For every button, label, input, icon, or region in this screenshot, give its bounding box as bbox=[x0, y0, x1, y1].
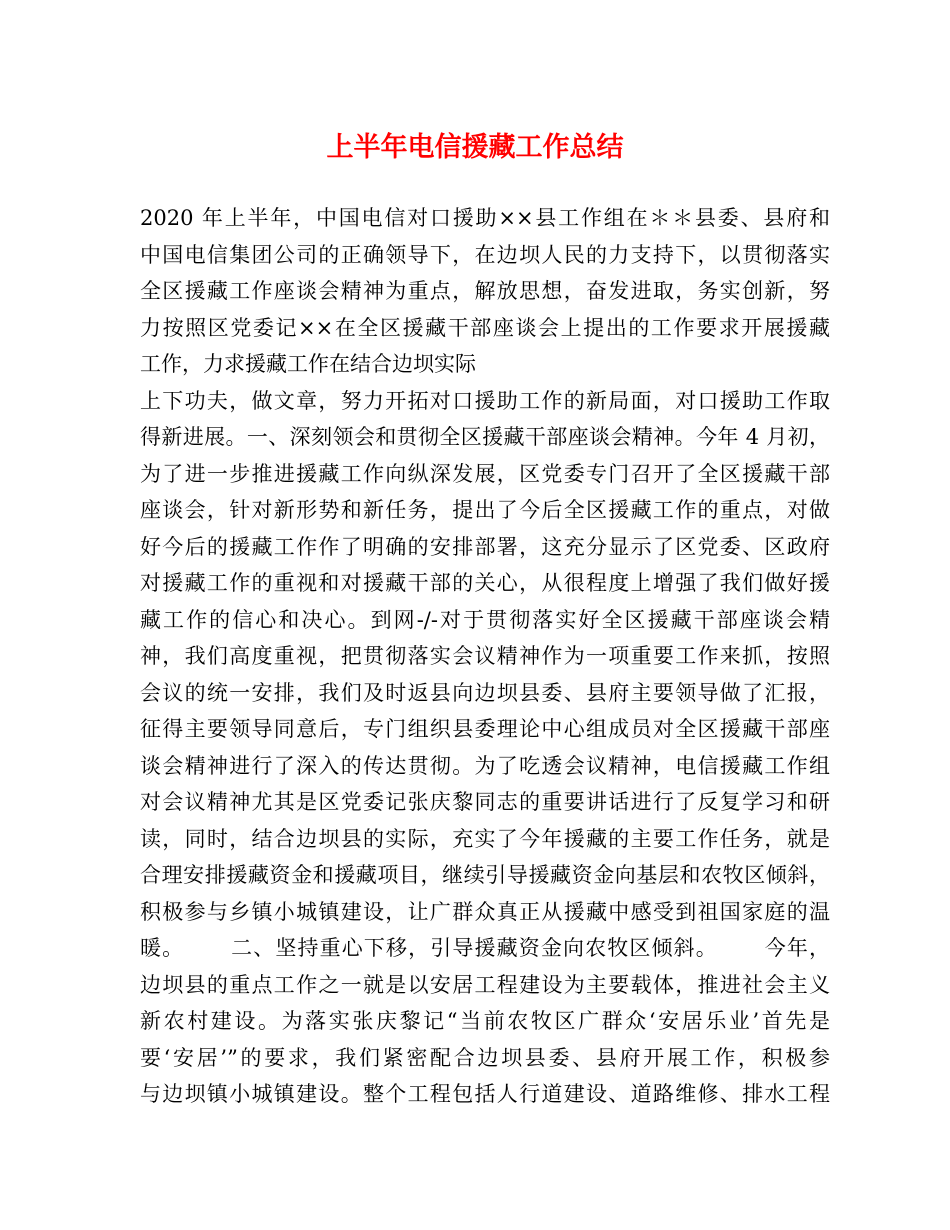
body-line: 得新进展。一、深刻领会和贯彻全区援藏干部座谈会精神。今年 4 月初， bbox=[140, 425, 830, 449]
body-line: 暖。 二、坚持重心下移，引导援藏资金向农牧区倾斜。 今年， bbox=[140, 936, 830, 960]
body-line: 2020 年上半年，中国电信对口援助××县工作组在＊＊县委、县府和 bbox=[140, 206, 830, 230]
body-line: 与边坝镇小城镇建设。整个工程包括人行道建设、道路维修、排水工程 bbox=[140, 1082, 830, 1106]
body-line: 征得主要领导同意后，专门组织县委理论中心组成员对全区援藏干部座 bbox=[140, 717, 830, 741]
body-line: 全区援藏工作座谈会精神为重点，解放思想，奋发进取，务实创新，努 bbox=[140, 279, 830, 303]
body-line: 神，我们高度重视，把贯彻落实会议精神作为一项重要工作来抓，按照 bbox=[140, 644, 830, 668]
body-line: 读，同时，结合边坝县的实际，充实了今年援藏的主要工作任务，就是 bbox=[140, 826, 830, 851]
body-line: 要‘安居’”的要求，我们紧密配合边坝县委、县府开展工作，积极参 bbox=[140, 1045, 830, 1070]
body-line: 力按照区党委记××在全区援藏干部座谈会上提出的工作要求开展援藏 bbox=[140, 315, 830, 340]
body-line: 为了进一步推进援藏工作向纵深发展，区党委专门召开了全区援藏干部 bbox=[140, 461, 830, 486]
body-line: 对援藏工作的重视和对援藏干部的关心，从很程度上增强了我们做好援 bbox=[140, 571, 830, 595]
body-line: 会议的统一安排，我们及时返县向边坝县委、县府主要领导做了汇报， bbox=[140, 680, 830, 705]
body-line: 对会议精神尤其是区党委记张庆黎同志的重要讲话进行了反复学习和研 bbox=[140, 790, 830, 814]
body-line: 边坝县的重点工作之一就是以安居工程建设为主要载体，推进社会主义 bbox=[140, 972, 830, 997]
document-title: 上半年电信援藏工作总结 bbox=[326, 132, 624, 163]
body-line: 工作，力求援藏工作在结合边坝实际 bbox=[140, 352, 476, 376]
body-line: 座谈会，针对新形势和新任务，提出了今后全区援藏工作的重点，对做 bbox=[140, 498, 830, 522]
body-line: 藏工作的信心和决心。到网-/-对于贯彻落实好全区援藏干部座谈会精 bbox=[140, 607, 830, 632]
body-line: 好今后的援藏工作作了明确的安排部署，这充分显示了区党委、区政府 bbox=[140, 534, 830, 559]
document-body bbox=[140, 200, 830, 1113]
body-line: 新农村建设。为落实张庆黎记“当前农牧区广群众‘安居乐业’首先是 bbox=[140, 1009, 830, 1033]
body-line: 谈会精神进行了深入的传达贯彻。为了吃透会议精神，电信援藏工作组 bbox=[140, 753, 830, 778]
body-line: 中国电信集团公司的正确领导下，在边坝人民的力支持下，以贯彻落实 bbox=[140, 242, 830, 267]
body-line: 合理安排援藏资金和援藏项目，继续引导援藏资金向基层和农牧区倾斜， bbox=[140, 863, 830, 887]
body-line: 上下功夫，做文章，努力开拓对口援助工作的新局面，对口援助工作取 bbox=[140, 388, 830, 413]
body-line: 积极参与乡镇小城镇建设，让广群众真正从援藏中感受到祖国家庭的温 bbox=[140, 899, 830, 924]
